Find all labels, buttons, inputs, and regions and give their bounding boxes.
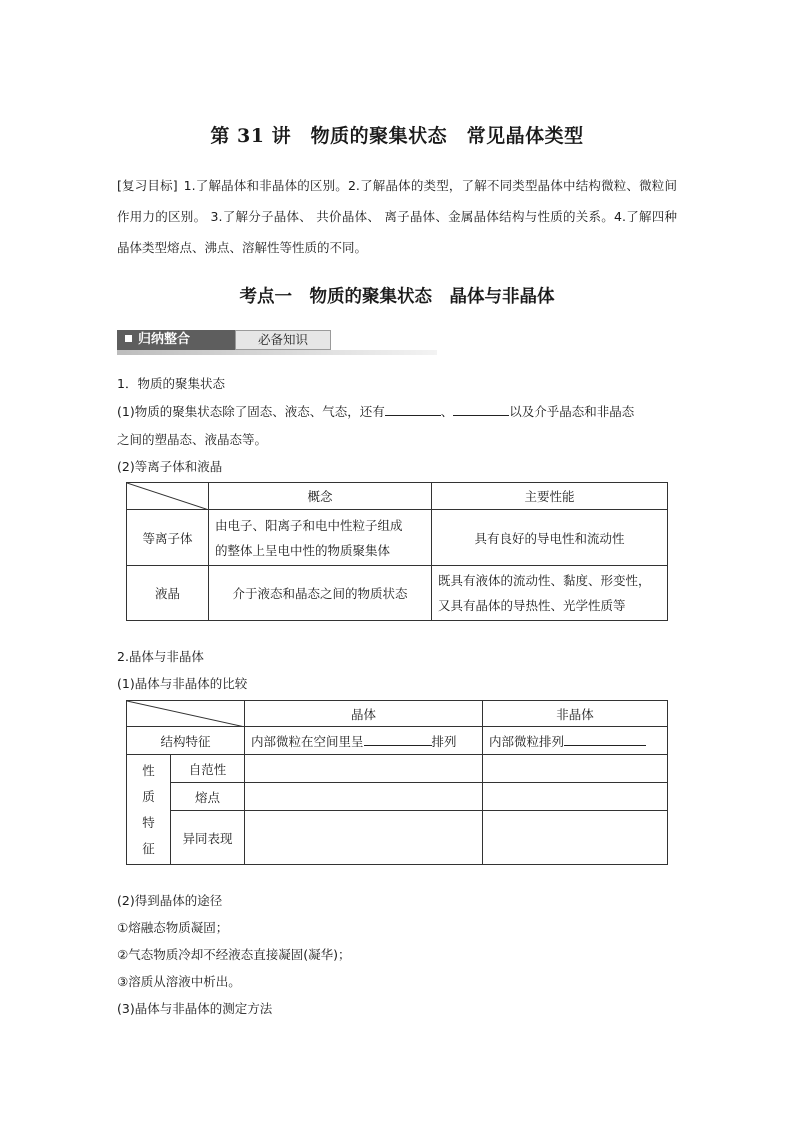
empty-cell [483, 755, 668, 783]
table1-header-property: 主要性能 [432, 483, 668, 510]
empty-cell [483, 811, 668, 865]
review-goals [117, 170, 677, 263]
table2-header-crystal: 晶体 [245, 701, 483, 727]
aggregation-state-line-2: 之间的塑晶态、液晶态等。 [117, 432, 268, 447]
review-goal-tag: [复习目标] [117, 178, 178, 193]
table1-row-label: 液晶 [127, 566, 209, 621]
diagonal-line [127, 483, 209, 510]
property-row-label: 熔点 [171, 783, 245, 811]
comparison-heading: (1)晶体与非晶体的比较 [117, 676, 248, 691]
answer-blank [385, 402, 441, 416]
crystal-pathways-heading: (2)得到晶体的途径 [117, 893, 223, 908]
pathway-item: ③溶质从溶液中析出。 [117, 974, 241, 989]
square-bullet-icon [125, 335, 132, 342]
answer-blank [453, 402, 509, 416]
banner-dark-label: 归纳整合 [117, 330, 235, 350]
empty-cell [245, 811, 483, 865]
diagonal-header-cell [127, 701, 245, 727]
diagonal-header-cell [127, 483, 209, 510]
pathway-item: ②气态物质冷却不经液态直接凝固(凝华)； [117, 947, 351, 962]
crystal-structure-cell: 内部微粒在空间里呈 排列 [245, 727, 483, 755]
review-goal-text: 1.了解晶体和非晶体的区别。2.了解晶体的类型，了解不同类型晶体中结构微粒、微粒间作用力的区别。 3.了解分子晶体、 共价晶体、 离子晶体、金属晶体结构与性质的关系。4.了解四种晶体类型熔点、沸点、溶解性等性质的不同。 [117, 178, 677, 255]
amorphous-structure-cell: 内部微粒排列 [483, 727, 668, 755]
answer-blank [364, 732, 432, 746]
empty-cell [483, 783, 668, 811]
property-row-label: 异同表现 [171, 811, 245, 865]
table1-property-cell: 既具有液体的流动性、黏度、形变性， 又具有晶体的导热性、光学性质等 [432, 566, 668, 621]
crystal-comparison-table [126, 700, 668, 865]
table1-header-concept: 概念 [209, 483, 432, 510]
page-title: 第 31 讲 物质的聚集状态 常见晶体类型 [210, 125, 584, 147]
heading-aggregation-state: 1．物质的聚集状态 [117, 376, 225, 391]
plasma-liquid-crystal-table [126, 482, 668, 621]
empty-cell [245, 755, 483, 783]
table1-property-cell: 具有良好的导电性和流动性 [432, 510, 668, 566]
empty-cell [245, 783, 483, 811]
table2-header-amorphous: 非晶体 [483, 701, 668, 727]
property-row-label: 自范性 [171, 755, 245, 783]
banner-rule [117, 350, 437, 355]
answer-blank [564, 732, 646, 746]
table1-concept-cell: 介于液态和晶态之间的物质状态 [209, 566, 432, 621]
structure-label: 结构特征 [127, 727, 245, 755]
measurement-heading: (3)晶体与非晶体的测定方法 [117, 1001, 273, 1016]
section-title: 考点一 物质的聚集状态 晶体与非晶体 [239, 287, 555, 307]
plasma-liquid-crystal-heading: (2)等离子体和液晶 [117, 459, 223, 474]
diagonal-line [127, 701, 245, 727]
table1-concept-cell: 由电子、阳离子和电中性粒子组成 的整体上呈电中性的物质聚集体 [209, 510, 432, 566]
aggregation-state-line: (1)物质的聚集状态除了固态、液态、气态，还有 、 以及介乎晶态和非晶态 [117, 404, 635, 419]
heading-crystal-amorphous: 2.晶体与非晶体 [117, 649, 204, 664]
property-group-label: 性 质 特 征 [127, 755, 171, 865]
table1-row-label: 等离子体 [127, 510, 209, 566]
section-banner [117, 330, 437, 354]
pathway-item: ①熔融态物质凝固； [117, 920, 229, 935]
banner-light-label: 必备知识 [235, 330, 331, 350]
